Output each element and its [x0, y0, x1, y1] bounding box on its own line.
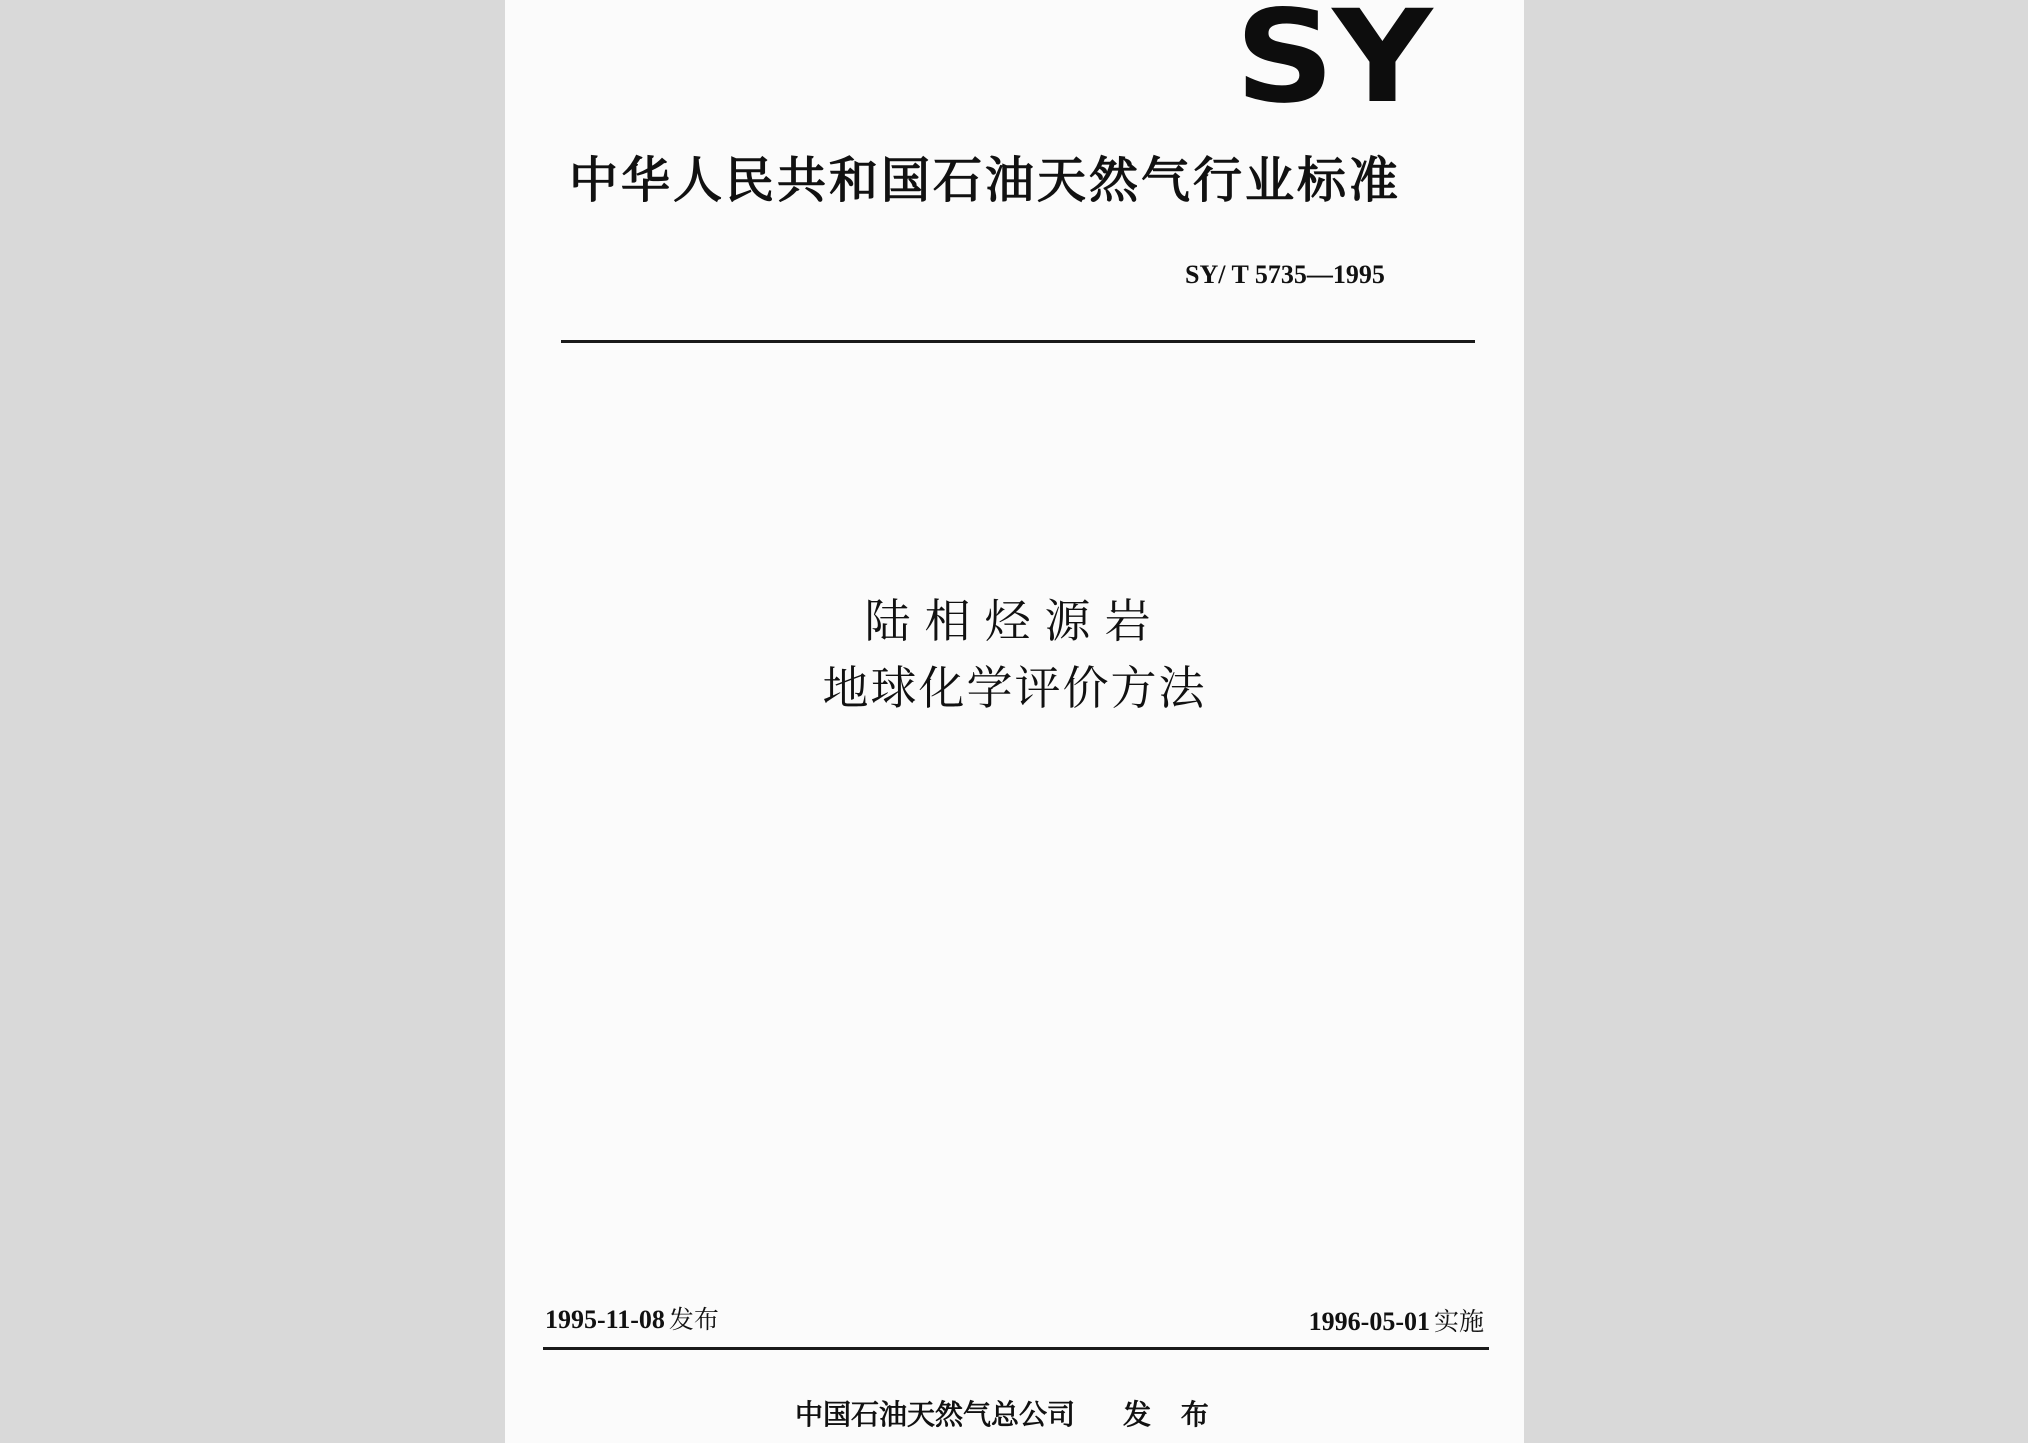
effective-label: 实施: [1433, 1307, 1484, 1336]
issue-date: 1995-11-08: [545, 1305, 665, 1334]
document-title-line1: 陆相烃源岩: [864, 594, 1165, 648]
effective-date: 1996-05-01: [1308, 1307, 1430, 1336]
standard-code: SY/ T 5735—1995: [1185, 260, 1385, 289]
top-divider: [561, 340, 1475, 343]
issue-info: [545, 1300, 719, 1336]
cover-page: [505, 0, 1524, 1443]
sy-logo: SY: [1235, 0, 1431, 132]
issue-label: 发布: [668, 1305, 719, 1334]
publisher-action: 发 布: [1123, 1398, 1219, 1431]
document-title-line2: 地球化学评价方法: [822, 661, 1207, 715]
standard-title: 中华人民共和国石油天然气行业标准: [569, 152, 1402, 209]
publisher-name: 中国石油天然气总公司: [795, 1398, 1076, 1431]
bottom-divider: [543, 1347, 1489, 1350]
publisher-line: [795, 1393, 1219, 1433]
effective-info: [1309, 1302, 1484, 1338]
